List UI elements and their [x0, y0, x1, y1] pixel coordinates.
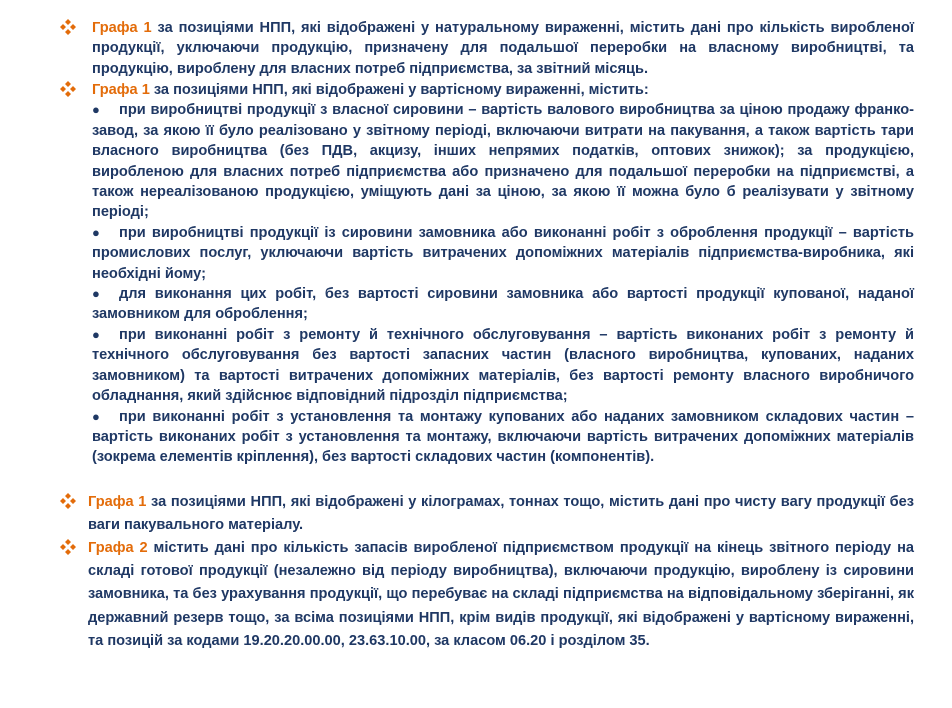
four-diamond-bullet-icon [60, 539, 78, 557]
column-label: Графа 1 [92, 20, 152, 36]
paragraph-block-3 [60, 491, 914, 537]
paragraph-body: за позиціями НПП, які відображені у вартісному вираженні, містить: [149, 82, 649, 98]
paragraph-text [88, 491, 914, 537]
four-diamond-bullet-icon [60, 19, 78, 37]
column-label: Графа 1 [88, 494, 147, 510]
paragraph-body: за позиціями НПП, які відображені у кілограмах, тоннах тощо, містить дані про чисту вагу продукції без ваги пакувального матеріалу. [88, 494, 914, 533]
list-item [92, 223, 914, 284]
paragraph-block-4 [60, 537, 914, 653]
bullet-dot-icon: ● [92, 102, 100, 118]
column-label: Графа 2 [88, 540, 148, 556]
list-item [92, 284, 914, 325]
list-item [92, 100, 914, 222]
bullet-dot-icon: ● [92, 408, 100, 424]
list-item [92, 407, 914, 468]
bullet-dot-icon: ● [92, 286, 100, 302]
four-diamond-bullet-icon [60, 493, 78, 511]
paragraph-body: за позиціями НПП, які відображені у натуральному вираженні, містить дані про кількість виробленої продукції, уключаючи продукцію, призначену для подальшої переробки на власному виробництві, та продукцію, вироблену для власних потреб підприємства, за звітний місяць. [92, 20, 914, 77]
list-item [92, 325, 914, 407]
bullet-dot-icon: ● [92, 224, 100, 240]
paragraph-body: містить дані про кількість запасів виробленої підприємством продукції на кінець звітного періоду на складі готової продукції (незалежно від періоду виробництва), включаючи продукцію, вироблену із сировини замовника, та без урахування продукції, що перебуває на складі підприємства на відповідальному зберіганні, як державний резерв тощо, за всіма позиціями НПП, крім видів продукції, які відображені у вартісному вираженні, та позицій за кодами 19.20.20.00.00, 23.63.10.00, за класом 06.20 і розділом 35. [88, 540, 915, 649]
four-diamond-bullet-icon [60, 81, 78, 99]
list-item-text: для виконання цих робіт, без вартості сировини замовника або вартості продукції купованої, наданої замовником для оброблення; [92, 286, 914, 323]
paragraph-text [92, 80, 914, 100]
list-item-text: при виконанні робіт з установлення та монтажу купованих або наданих замовником складових частин – вартість виконаних робіт з установлення та монтажу, включаючи вартість витрачених допоміжних матеріалів (зокрема елементів кріплення), без вартості складових частин (компонентів). [92, 408, 914, 466]
paragraph-block-2 [60, 80, 914, 468]
list-item-text: при виконанні робіт з ремонту й технічного обслуговування – вартість виконаних робіт з ремонту й технічного обслуговування без вартості запасних частин (власного виробництва, купованих, наданих замовником) та вартості витрачених допоміжних матеріалів, без вартості ремонту власного виробничого обладнання, який здійснює відповідний підрозділ підприємства; [92, 326, 914, 405]
list-item-text: при виробництві продукції з власної сировини – вартість валового виробництва за ціною продажу франко-завод, за якою її було реалізовано у звітному періоді, включаючи витрати на пакування, а також вартість тари власного виробництва (без ПДВ, акцизу, інших непрямих податків, оптових знижок); за продукцією, виробленою для власних потреб підприємства або призначено для подальшої переробки на підприємстві, а також нереалізованою продукцією, уміщують дані за ціною, за якою її можна було б реалізувати у звітному періоді; [92, 102, 914, 221]
paragraph-text [88, 537, 914, 653]
paragraph-block-1 [60, 18, 914, 79]
bullet-dot-icon: ● [92, 326, 100, 342]
column-label: Графа 1 [92, 82, 150, 98]
bullet-list [60, 100, 914, 467]
paragraph-text [92, 18, 914, 79]
list-item-text: при виробництві продукції із сировини замовника або виконанні робіт з оброблення продукції – вартість промислових послуг, уключаючи вартість витрачених допоміжних матеріалів підприємства-виробника, які необхідні йому; [92, 224, 914, 282]
